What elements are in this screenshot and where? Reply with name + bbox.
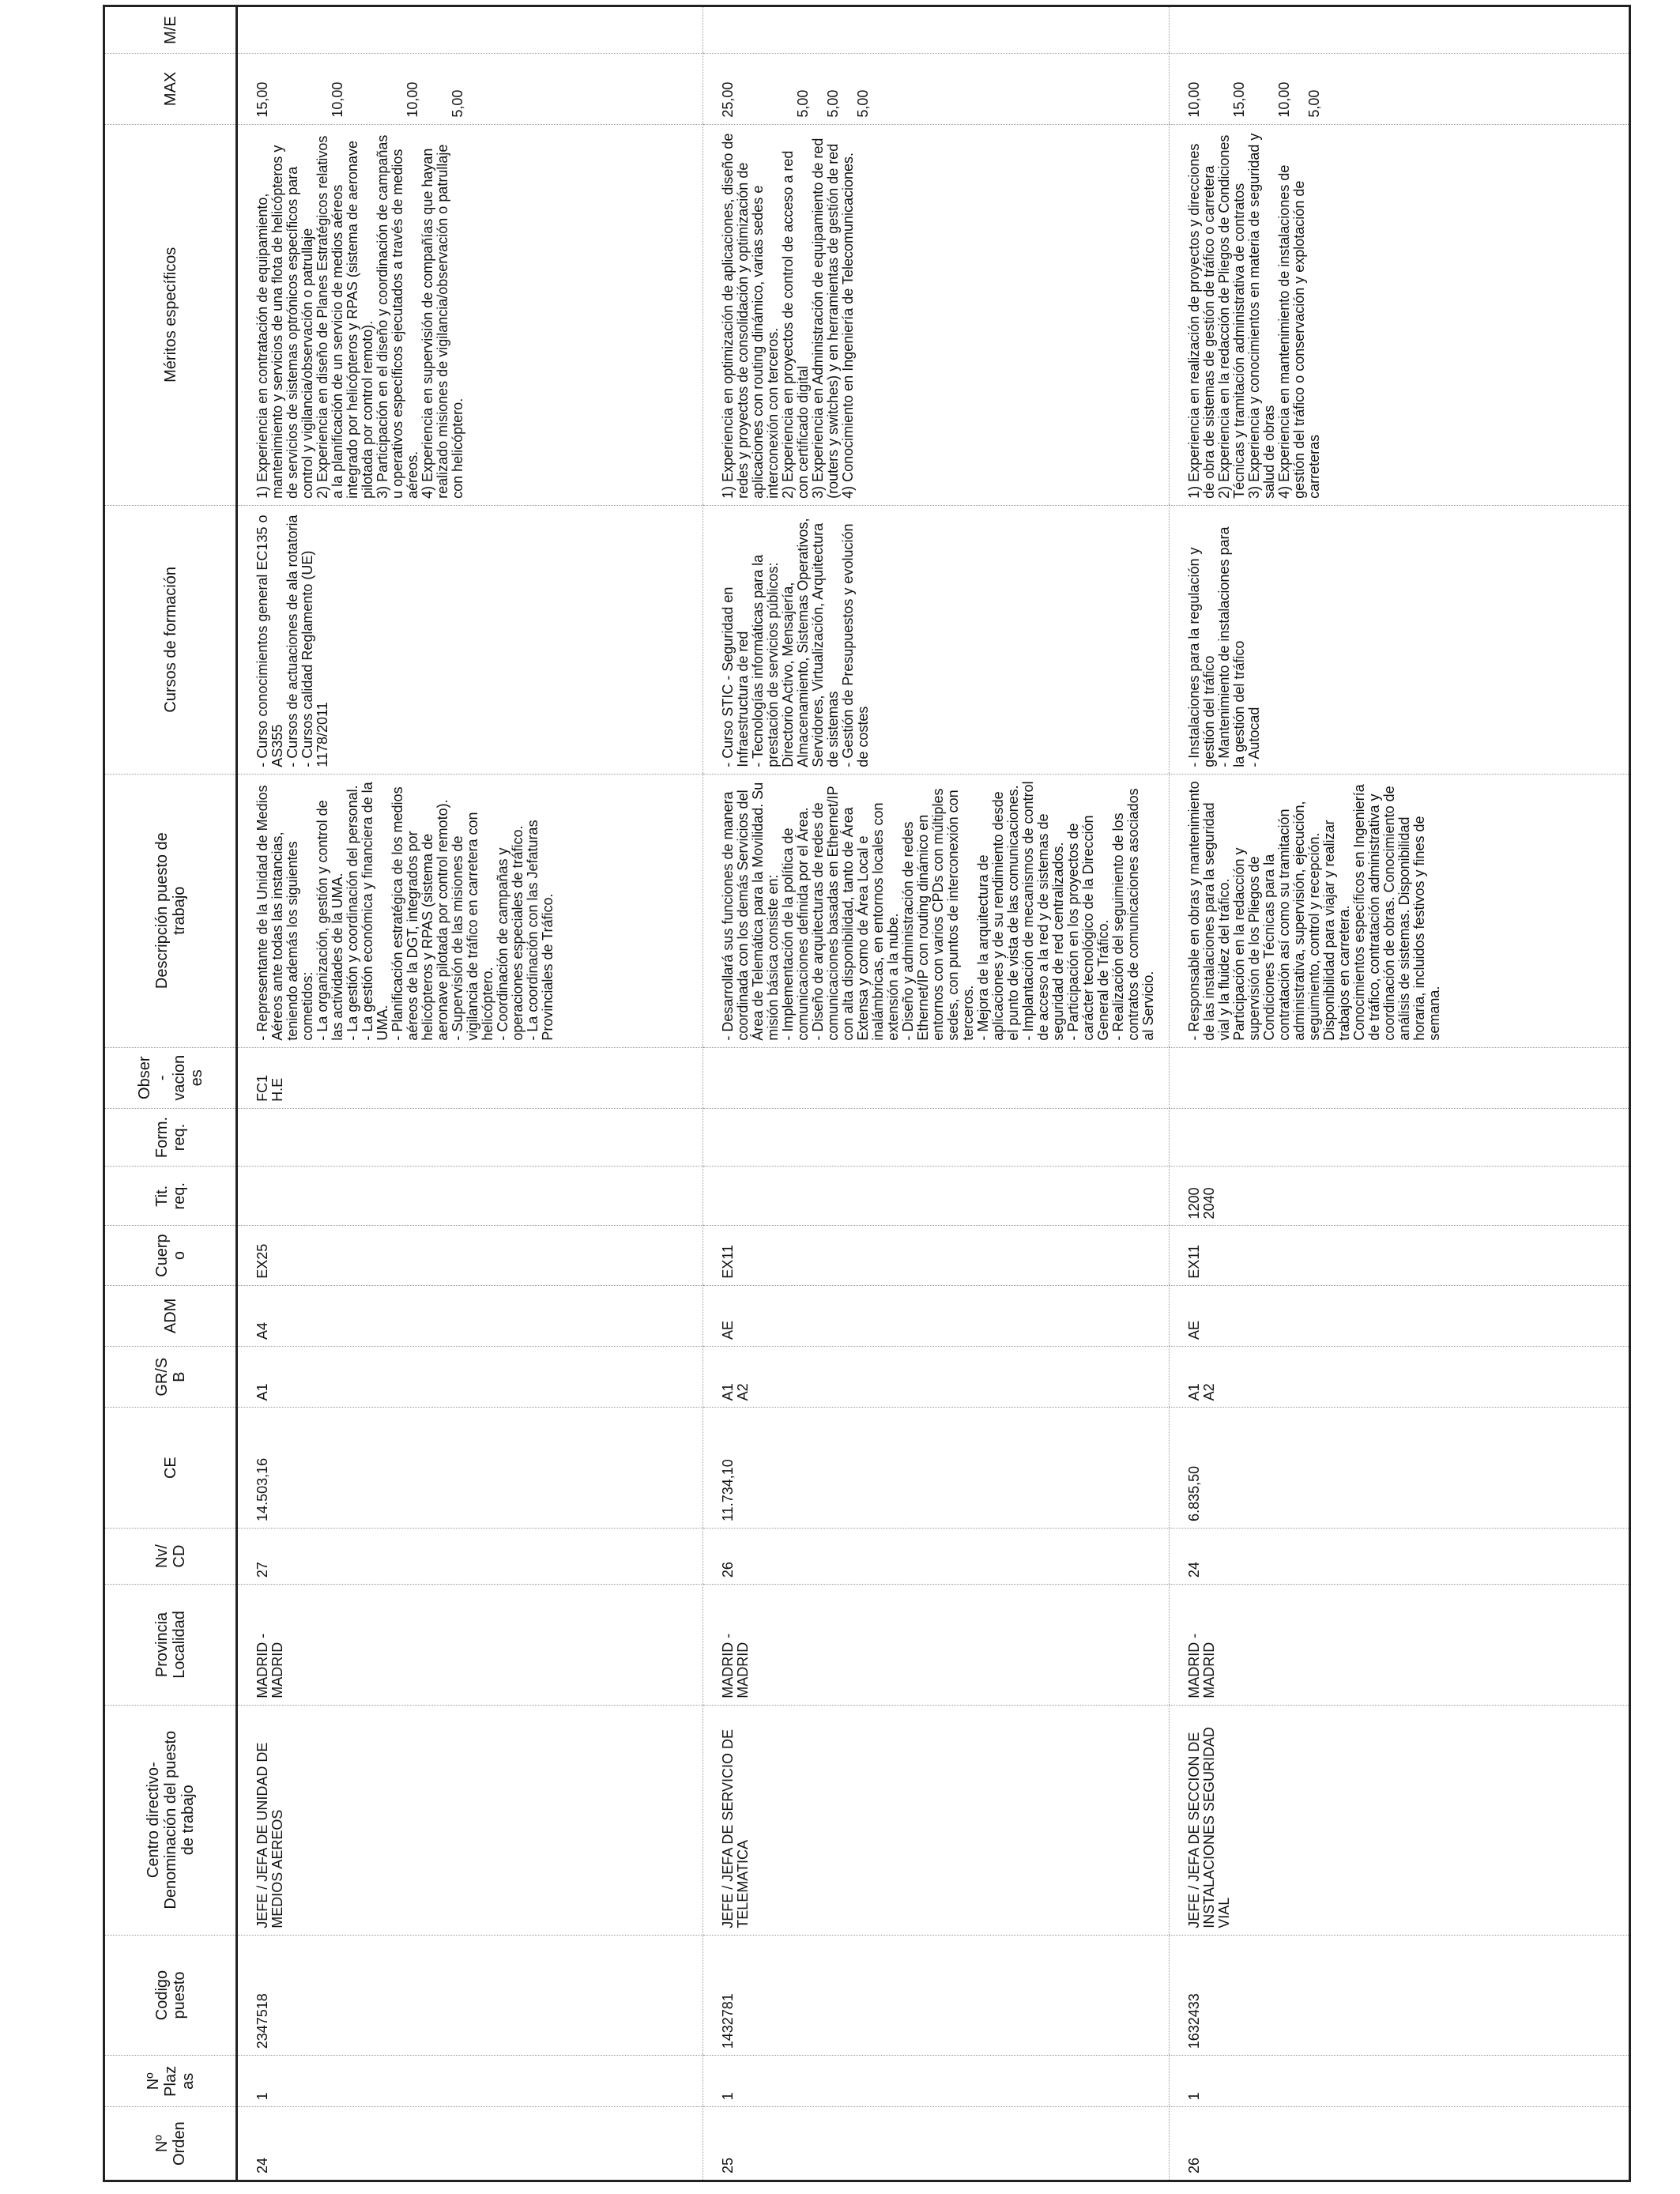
- cell-codigo: 1632433: [1170, 1935, 1630, 2056]
- header-me: M/E: [104, 6, 237, 54]
- cell-codigo: 1432781: [703, 1935, 1170, 2056]
- cell-form: [1170, 1108, 1630, 1166]
- cell-codigo: 2347518: [237, 1935, 703, 2056]
- cell-centro: JEFE / JEFA DE SERVICIO DE TELEMATICA: [703, 1705, 1170, 1935]
- merit-points: 15,00: [254, 81, 270, 118]
- merit-points: 10,00: [405, 81, 420, 118]
- cell-adm: AE: [1170, 1285, 1630, 1346]
- header-nivel: Nv/ CD: [104, 1528, 237, 1584]
- header-obs: Obser- vaciones: [104, 1047, 237, 1108]
- cell-nivel: 26: [703, 1528, 1170, 1584]
- header-codigo: Codigo puesto: [104, 1935, 237, 2056]
- cell-obs: [703, 1047, 1170, 1108]
- cell-provincia: MADRID - MADRID: [237, 1585, 703, 1706]
- cell-cuerpo: EX25: [237, 1226, 703, 1285]
- header-max: MAX: [104, 54, 237, 125]
- cell-plazas: 1: [237, 2056, 703, 2107]
- merit-points: 5,00: [855, 89, 871, 118]
- job-positions-table: [103, 5, 1631, 2182]
- merit-item: 1) Experiencia en optimización de aplicaciones, diseño de redes y proyectos de consolidación y optimización de aplicaciones con routing dinámico, varias sedes e interconexión con terceros.: [720, 133, 781, 499]
- merit-item: 4) Experiencia en mantenimiento de instalaciones de gestión del tráfico o conservación y explotación de carreteras: [1276, 164, 1322, 499]
- header-tit: Tit. req.: [104, 1167, 237, 1226]
- cell-plazas: 1: [1170, 2056, 1630, 2107]
- header-provincia: Provincia Localidad: [104, 1585, 237, 1706]
- cell-obs: [1170, 1047, 1630, 1108]
- header-grsb: GR/SB: [104, 1347, 237, 1408]
- merit-item: 3) Experiencia en Administración de equipamiento de red (routers y switches) y en herramientas de gestión de red: [810, 138, 841, 499]
- merit-item: 3) Experiencia y conocimientos en materia de seguridad y salud de obras: [1246, 133, 1277, 499]
- cell-descripcion: - Responsable en obras y mantenimiento de las instalaciones para la seguridad vial y la fluidez del tráfico. Participación en la redacción y supervisión de los Pliegos de Condiciones Técnicas para la contratación así como su tramitación administrativa, supervisión, ejecución, seguimiento, control y recepción. Disponibilidad para viajar y realizar trabajos en carretera. Conocimientos específicos en Ingeniería de tráfico, contratación administrativa y coordinación de obras. Conocimiento de análisis de sistemas. Disponibilidad horaria, incluidos festivos y fines de semana.: [1170, 774, 1630, 1047]
- cell-meritos: [237, 124, 703, 505]
- merit-points: 5,00: [795, 89, 811, 118]
- cell-cuerpo: EX11: [703, 1226, 1170, 1285]
- cell-form: [703, 1108, 1170, 1166]
- cell-grsb: A1 A2: [703, 1347, 1170, 1408]
- cell-meritos: [703, 124, 1170, 505]
- cell-grsb: A1 A2: [1170, 1347, 1630, 1408]
- header-orden: Nº Orden: [104, 2107, 237, 2181]
- cell-cursos: - Curso STIC - Seguridad en Infraestructura de red - Tecnologías informáticas para la prestación de servicios públicos: Directorio Activo, Mensajería, Almacenamiento, Sistemas Operativos, Servidores, Virtualización, Arquitectura de sistemas - Gestión de Presupuestos y evolución de costes: [703, 505, 1170, 774]
- cell-descripcion: - Desarrollará sus funciones de manera coordinada con los demás Servicios del Área de Telemática para la Movilidad. Su misión básica consiste en: - Implementación de la política de comunicaciones definida por el Área. - Diseño de arquitecturas de redes de comunicaciones basadas en Ethernet/IP con alta disponibilidad, tanto de Área Extensa y como de Área Local e inalámbricas, en entornos locales con extensión a la nube. - Diseño y administración de redes Ethernet/IP con routing dinámico en entornos con varios CPDs con múltiples sedes, con puntos de interconexión con terceros. - Mejora de la arquitectura de aplicaciones y de su rendimiento desde el punto de vista de las comunicaciones. - Implantación de mecanismos de control de acceso a la red y de sistemas de seguridad de red centralizados. - Participación en los proyectos de carácter tecnológico de la Dirección General de Tráfico. - Realización del seguimiento de los contratos de comunicaciones asociados al Servicio.: [703, 774, 1170, 1047]
- cell-provincia: MADRID - MADRID: [703, 1585, 1170, 1706]
- merit-points: 10,00: [1186, 81, 1202, 118]
- cell-ce: 6.835,50: [1170, 1408, 1630, 1529]
- merit-points: 5,00: [825, 89, 841, 118]
- cell-orden: 25: [703, 2107, 1170, 2181]
- cell-form: [237, 1108, 703, 1166]
- cell-tit: [237, 1167, 703, 1226]
- cell-cuerpo: EX11: [1170, 1226, 1630, 1285]
- merit-points: 5,00: [450, 89, 465, 118]
- merit-points: 15,00: [1231, 81, 1247, 118]
- header-meritos: Méritos específicos: [104, 124, 237, 505]
- cell-nivel: 24: [1170, 1528, 1630, 1584]
- cell-ce: 14.503,16: [237, 1408, 703, 1529]
- cell-orden: 26: [1170, 2107, 1630, 2181]
- cell-centro: JEFE / JEFA DE UNIDAD DE MEDIOS AEREOS: [237, 1705, 703, 1935]
- cell-ce: 11.734,10: [703, 1408, 1170, 1529]
- table-header-row: [104, 6, 237, 2181]
- header-centro: Centro directivo- Denominación del puesto de trabajo: [104, 1705, 237, 1935]
- merit-item: 2) Experiencia en proyectos de control de acceso a red con certificado digital: [780, 150, 811, 499]
- cell-adm: AE: [703, 1285, 1170, 1346]
- cell-me: [1170, 6, 1630, 54]
- merit-points: 10,00: [330, 81, 345, 118]
- table-row: [237, 6, 703, 2181]
- cell-plazas: 1: [703, 2056, 1170, 2107]
- merit-item: 4) Experiencia en supervisión de compañías que hayan realizado misiones de vigilancia/observación o patrullaje con helicóptero.: [420, 144, 465, 499]
- cell-adm: A4: [237, 1285, 703, 1346]
- cell-cursos: - Instalaciones para la regulación y gestión del tráfico - Mantenimiento de instalaciones para la gestión del tráfico - Autocad: [1170, 505, 1630, 774]
- cell-me: [237, 6, 703, 54]
- cell-obs: FC1 H.E: [237, 1047, 703, 1108]
- cell-orden: 24: [237, 2107, 703, 2181]
- header-adm: ADM: [104, 1285, 237, 1346]
- header-cursos: Cursos de formación: [104, 505, 237, 774]
- header-descripcion: Descripción puesto de trabajo: [104, 774, 237, 1047]
- table-row: [1170, 6, 1630, 2181]
- cell-cursos: - Curso conocimientos general EC135 o AS355 - Cursos de actuaciones de ala rotatoria - Cursos calidad Reglamento (UE) 1178/2011: [237, 505, 703, 774]
- header-form: Form. req.: [104, 1108, 237, 1166]
- merit-item: 1) Experiencia en contratación de equipamiento, mantenimiento y servicios de una flota de helicópteros y de servicios de sistemas optrónicos específicos para control y vigilancia/observación o patrullaje: [254, 145, 315, 499]
- merit-item: 3) Participación en el diseño y coordinación de campañas u operativos específicos ejecutados a través de medios aéreos.: [375, 134, 420, 499]
- merit-item: 2) Experiencia en la redacción de Pliegos de Condiciones Técnicas y tramitación administrativa de contratos: [1216, 134, 1247, 499]
- cell-tit: 1200 2040: [1170, 1167, 1630, 1226]
- cell-me: [703, 6, 1170, 54]
- merit-points: 25,00: [720, 81, 736, 118]
- merit-item: 2) Experiencia en diseño de Planes Estratégicos relativos a la planificación de un servicio de medios aéreos integrado por helicópteros y RPAS (sistema de aeronave pilotada por control remoto).: [315, 135, 375, 499]
- cell-nivel: 27: [237, 1528, 703, 1584]
- merit-points: 10,00: [1276, 81, 1292, 118]
- cell-max: [1170, 54, 1630, 125]
- cell-max: [703, 54, 1170, 125]
- cell-max: [237, 54, 703, 125]
- cell-meritos: [1170, 124, 1630, 505]
- cell-descripcion: - Representante de la Unidad de Medios Aéreos ante todas las instancias, teniendo además los siguientes cometidos: - La organización, gestión y control de las actividades de la UMA. - La gestión y coordinación del personal. - La gestión económica y financiera de la UMA. - Planificación estratégica de los medios aéreos de la DGT, integrados por helicópteros y RPAS (sistema de aeronave pilotada por control remoto). - Supervisión de las misiones de vigilancia de tráfico en carretera con helicóptero. - Coordinación de campañas y operaciones especiales de tráfico. - La coordinación con las Jefaturas Provinciales de Tráfico.: [237, 774, 703, 1047]
- cell-tit: [703, 1167, 1170, 1226]
- cell-provincia: MADRID - MADRID: [1170, 1585, 1630, 1706]
- merit-item: 4) Conocimiento en Ingeniería de Telecomunicaciones.: [840, 152, 856, 499]
- header-cuerpo: Cuerpo: [104, 1226, 237, 1285]
- header-ce: CE: [104, 1408, 237, 1529]
- header-plazas: Nº Plazas: [104, 2056, 237, 2107]
- merit-points: 5,00: [1306, 89, 1322, 118]
- table-row: [703, 6, 1170, 2181]
- cell-centro: JEFE / JEFA DE SECCION DE INSTALACIONES SEGURIDAD VIAL: [1170, 1705, 1630, 1935]
- merit-item: 1) Experiencia en realización de proyectos y direcciones de obra de sistemas de gestión de tráfico o carretera: [1186, 143, 1217, 499]
- cell-grsb: A1: [237, 1347, 703, 1408]
